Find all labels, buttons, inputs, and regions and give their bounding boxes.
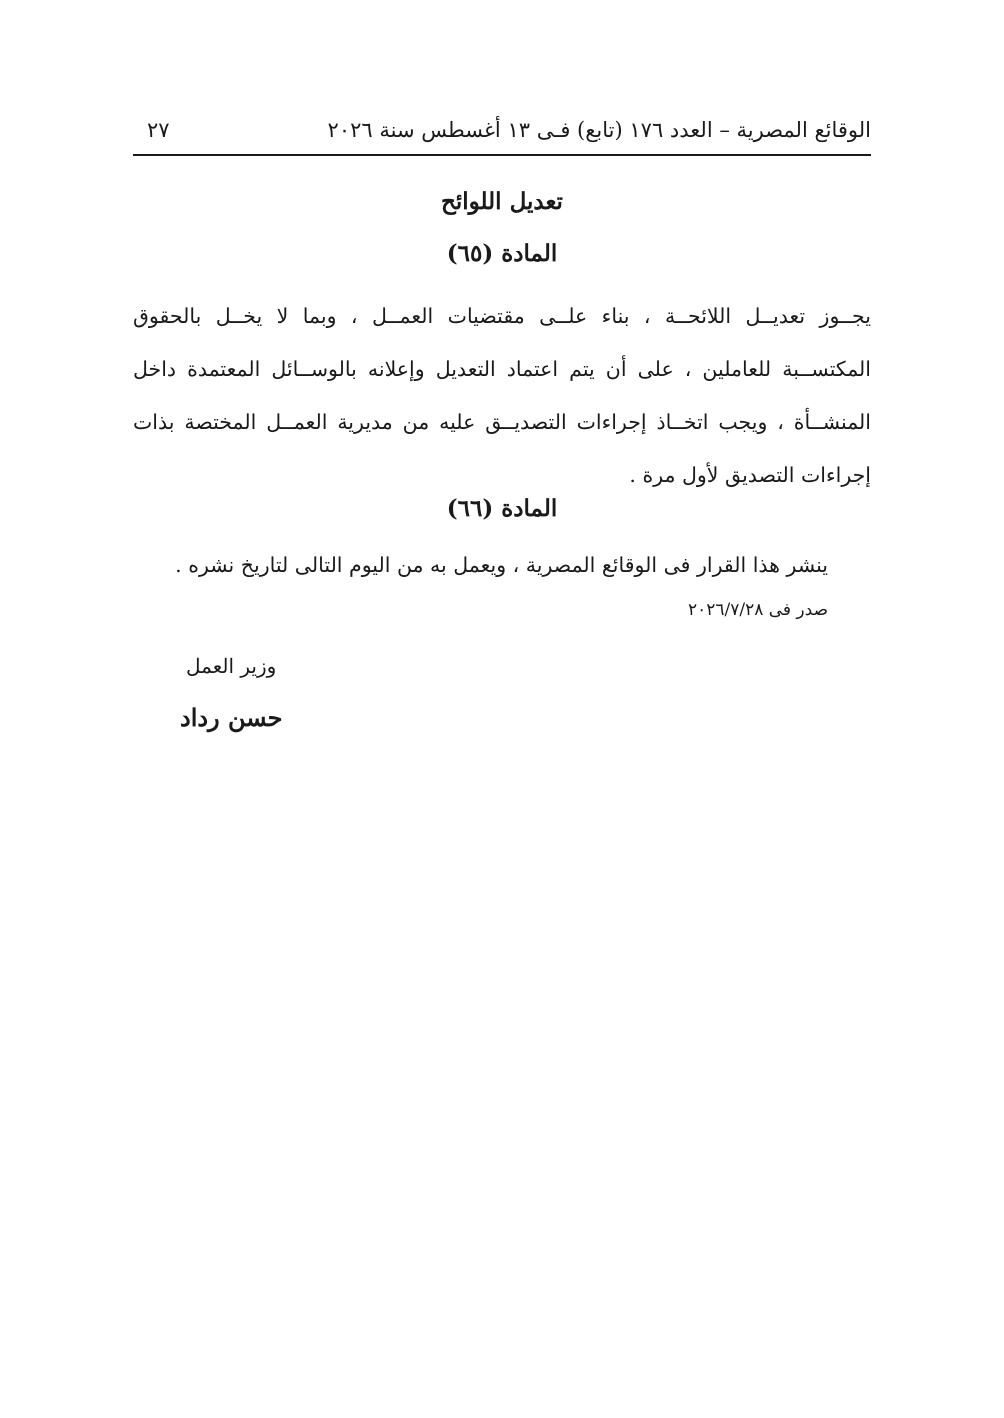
issue-date: صدر فى ٢٠٢٦/٧/٢٨ [687,600,828,620]
signer-name: حسن رداد [180,703,283,732]
header-divider [133,154,871,156]
article-65-body: يجــوز تعديــل اللائحــة ، بناء علــى مقتضيات العمــل ، وبما لا يخــل بالحقوق المكتســبة للعاملين ، على أن يتم اعتماد التعديل وإعلانه بالوســائل المعتمدة داخل المنشــأة ، ويجب اتخــاذ إجراءات التصديــق عليه من مديرية العمــل المختصة بذات إجراءات التصديق لأول مرة . [133,304,871,487]
header-title: الوقائع المصرية – العدد ١٧٦ (تابع) فـى ١٣ أغسطس سنة ٢٠٢٦ [327,118,871,142]
running-header [133,112,871,152]
article-66-body: ينشر هذا القرار فى الوقائع المصرية ، ويعمل به من اليوم التالى لتاريخ نشره . [175,553,828,577]
article-65-heading: المادة (٦٥) [446,240,558,267]
page-number: ٢٧ [147,118,170,142]
signer-title: وزير العمل [186,654,277,678]
section-title: تعديل اللوائح [441,188,563,215]
article-66-heading: المادة (٦٦) [446,495,558,522]
